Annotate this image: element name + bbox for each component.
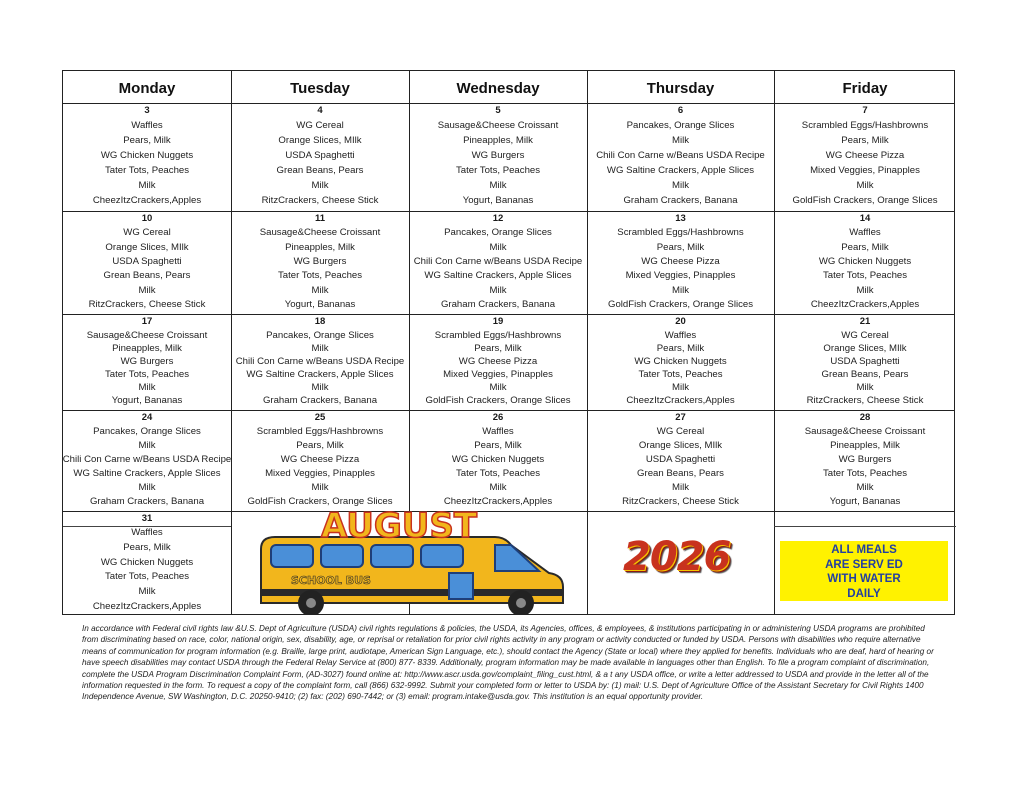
day-header-wednesday: Wednesday — [456, 80, 540, 97]
menu-item: Tater Tots, Peaches — [822, 270, 908, 282]
menu-item: Chili Con Carne w/Beans USDA Recipe — [63, 454, 231, 465]
menu-item: CheezItzCrackers,Apples — [92, 195, 202, 207]
menu-item: Waffles — [482, 426, 514, 437]
day-cell-26 — [409, 411, 587, 511]
menu-item: CheezItzCrackers,Apples — [443, 496, 553, 507]
menu-item: Pancakes, Orange Slices — [93, 426, 201, 437]
year-graphic — [623, 534, 733, 580]
date-number: 5 — [495, 105, 501, 116]
menu-item: GoldFish Crackers, Orange Slices — [792, 195, 938, 207]
menu-item: Pears, Milk — [656, 342, 705, 354]
menu-item: Chili Con Carne w/Beans USDA Recipe — [596, 149, 765, 161]
menu-item: CheezItzCrackers,Apples — [626, 395, 735, 407]
menu-item: Tater Tots, Peaches — [104, 165, 190, 177]
menu-item: WG Cheese Pizza — [280, 454, 360, 465]
menu-item: Milk — [671, 284, 690, 296]
menu-item: WG Chicken Nuggets — [100, 556, 194, 568]
menu-item: GoldFish Crackers, Orange Slices — [425, 395, 571, 407]
notice-line: DAILY — [847, 587, 881, 600]
menu-item: GoldFish Crackers, Orange Slices — [247, 496, 393, 507]
date-number: 6 — [677, 105, 684, 116]
day-cell-13 — [587, 212, 774, 314]
menu-item: WG Cereal — [296, 119, 344, 131]
menu-item: RitzCrackers, Cheese Stick — [261, 195, 379, 207]
day-header-monday: Monday — [118, 80, 176, 97]
menu-item: Milk — [311, 482, 329, 493]
menu-item: WG Burgers — [838, 454, 892, 465]
date-number: 13 — [675, 213, 686, 224]
menu-item: USDA Spaghetti — [645, 454, 716, 465]
nondiscrimination-statement: In accordance with Federal civil rights law &U.S. Dept of Agriculture (USDA) civil rights regulations & policies, the USDA, its Agencies, offices, & employees, & institutions participating in or administering USDA programs are prohibited from discriminating based on race, color, national origin, sex, disability, age, or reprisal or retaliation for prior civil rights activity in any program or activity conducted or funded by USDA. Persons with disabilities who require alternative means of communication for program information (e.g. Braille, large print, audiotape, American Sign Language, etc.), should contact the Agency (State or local) where they applied for benefits. Individuals who are deaf, hard of hearing or have speech disabilities may contact USDA through the Federal Relay Service at (800) 877- 8339. Additionally, program information may be made available in languages other than English. To file a program complaint of discrimination, complete the USDA Program Discrimination Complaint Form, (AD-3027) found online at: http://www.ascr.usda.gov/complaint_filing_cust.html, & a t any USDA office, or write a letter addressed to USDA and provide in the letter all of the information requested in the form. To request a copy of the complaint form, call (866) 632-9992. Submit your completed form or letter to USDA by: (1) mail: U.S. Dept of Agriculture Office of the Assistant Secretary for Civil Rights 1400 Independence Avenue, SW Washington, D.C. 20250-9410; (2) fax: (202) 690-7442; or (3) email: program.intake@usda.gov. This institution is an equal opportunity provider. — [82, 624, 934, 702]
date-number: 10 — [141, 213, 153, 224]
menu-item: Milk — [856, 482, 874, 493]
menu-item: Mixed Veggies, Pinapples — [443, 369, 553, 381]
menu-item: Grean Beans, Pears — [821, 369, 909, 381]
menu-item: Orange Slices, MIlk — [823, 342, 907, 354]
menu-item: Milk — [311, 382, 329, 394]
menu-item: Scrambled Eggs/Hashbrowns — [617, 227, 744, 239]
menu-item: Pears, Milk — [474, 440, 522, 451]
day-header-tuesday: Tuesday — [290, 80, 350, 97]
day-cell-7 — [774, 104, 956, 211]
date-number: 12 — [492, 213, 504, 224]
menu-item: Pancakes, Orange Slices — [266, 329, 374, 341]
menu-item: WG Cereal — [656, 426, 705, 437]
menu-item: Milk — [138, 284, 156, 296]
menu-item: Milk — [138, 382, 156, 394]
bus-label: SCHOOL BUS — [291, 574, 371, 587]
date-number: 19 — [492, 316, 504, 327]
menu-item: Milk — [138, 440, 156, 451]
day-cell-18 — [231, 315, 409, 410]
date-number: 7 — [862, 105, 868, 116]
day-cell-25 — [231, 411, 409, 511]
menu-item: Waffles — [849, 227, 881, 239]
menu-item: Sausage&Cheese Croissant — [86, 329, 208, 341]
menu-item: Milk — [311, 180, 329, 192]
date-number: 26 — [492, 412, 504, 423]
menu-item: USDA Spaghetti — [285, 149, 355, 161]
menu-item: Graham Crackers, Banana — [440, 298, 556, 310]
school-bus-graphic — [249, 511, 594, 615]
menu-item: Tater Tots, Peaches — [638, 369, 723, 381]
menu-item: Milk — [856, 284, 874, 296]
day-cell-19 — [409, 315, 587, 410]
day-cell-21 — [774, 315, 956, 410]
day-header-friday: Friday — [842, 80, 888, 97]
notice-line: ARE SERV ED — [825, 558, 903, 571]
menu-item: Yogurt, Bananas — [462, 195, 534, 207]
menu-item: Orange Slices, MIlk — [638, 440, 723, 451]
menu-item: Milk — [489, 180, 507, 192]
menu-item: Chili Con Carne w/Beans USDA Recipe — [413, 255, 583, 267]
menu-item: WG Burgers — [293, 255, 347, 267]
day-cell-6 — [587, 104, 774, 211]
menu-item: Mixed Veggies, Pinapples — [625, 270, 736, 282]
menu-item: WG Cheese Pizza — [458, 355, 538, 367]
day-cell-4 — [231, 104, 409, 211]
day-cell-10 — [63, 212, 231, 314]
day-header-thursday: Thursday — [646, 80, 715, 97]
date-number: 21 — [859, 316, 871, 327]
menu-item: Pancakes, Orange Slices — [444, 227, 552, 239]
date-number: 20 — [675, 316, 686, 327]
menu-item: Milk — [138, 180, 156, 192]
menu-item: Pancakes, Orange Slices — [626, 119, 735, 131]
water-notice — [780, 541, 948, 601]
menu-item: Tater Tots, Peaches — [455, 468, 541, 479]
notice-line: ALL MEALS — [831, 544, 897, 556]
menu-item: Scrambled Eggs/Hashbrowns — [434, 329, 562, 341]
menu-item: Pears, Milk — [123, 542, 171, 553]
day-cell-11 — [231, 212, 409, 314]
menu-calendar — [62, 70, 955, 615]
menu-item: WG Chicken Nuggets — [100, 149, 194, 161]
menu-item: Milk — [856, 180, 874, 192]
menu-item: CheezItzCrackers,Apples — [92, 600, 202, 612]
menu-item: Graham Crackers, Banana — [89, 496, 205, 507]
date-number: 28 — [859, 412, 871, 423]
menu-item: RitzCrackers, Cheese Stick — [622, 496, 739, 507]
menu-item: Milk — [311, 284, 329, 296]
menu-item: Scrambled Eggs/Hashbrowns — [256, 426, 384, 437]
menu-item: WG Burgers — [120, 355, 174, 367]
month-title: AUGUST — [320, 511, 478, 546]
notice-line: WITH WATER — [827, 573, 901, 585]
date-number: 11 — [314, 213, 326, 224]
menu-item: Milk — [489, 382, 507, 394]
menu-item: WG Saltine Crackers, Apple Slices — [424, 270, 572, 282]
menu-item: Tater Tots, Peaches — [104, 369, 190, 381]
menu-item: Milk — [489, 284, 507, 296]
menu-item: Pears, Milk — [296, 440, 344, 451]
menu-item: Yogurt, Bananas — [829, 496, 901, 507]
day-cell-20 — [587, 315, 774, 410]
day-cell-5 — [409, 104, 587, 211]
date-number: 3 — [144, 105, 150, 116]
day-cell-28 — [774, 411, 956, 511]
menu-item: WG Saltine Crackers, Apple Slices — [606, 165, 755, 177]
menu-item: WG Chicken Nuggets — [451, 454, 545, 465]
menu-item: RitzCrackers, Cheese Stick — [88, 298, 206, 310]
date-number: 17 — [141, 316, 153, 327]
menu-item: Sausage&Cheese Croissant — [804, 426, 926, 437]
menu-item: WG Chicken Nuggets — [634, 355, 727, 367]
menu-item: Milk — [671, 134, 690, 146]
menu-item: Sausage&Cheese Croissant — [259, 227, 381, 239]
menu-item: Tater Tots, Peaches — [277, 270, 363, 282]
menu-item: Waffles — [131, 527, 163, 539]
date-number: 24 — [141, 412, 153, 423]
menu-item: Pears, Milk — [841, 241, 889, 253]
menu-item: Pears, Milk — [123, 134, 171, 146]
menu-item: WG Cheese Pizza — [825, 149, 905, 161]
menu-item: USDA Spaghetti — [830, 355, 900, 367]
menu-item: WG Saltine Crackers, Apple Slices — [73, 468, 221, 479]
date-number: 4 — [317, 105, 323, 116]
menu-item: Milk — [856, 382, 874, 394]
menu-item: Mixed Veggies, Pinapples — [265, 468, 375, 479]
menu-item: Tater Tots, Peaches — [822, 468, 908, 479]
menu-item: Tater Tots, Peaches — [104, 571, 190, 583]
day-cell-24 — [63, 411, 231, 511]
date-number: 14 — [859, 213, 871, 224]
date-number: 18 — [314, 316, 326, 327]
menu-item: Grean Beans, Pears — [637, 468, 724, 479]
menu-item: WG Saltine Crackers, Apple Slices — [246, 369, 394, 381]
menu-item: Milk — [489, 482, 507, 493]
menu-item: Milk — [138, 482, 156, 493]
menu-item: Waffles — [131, 119, 163, 131]
day-cell-17 — [63, 315, 231, 410]
menu-item: Graham Crackers, Banana — [262, 395, 378, 407]
menu-item: WG Cheese Pizza — [641, 255, 720, 267]
menu-item: Milk — [671, 482, 690, 493]
menu-item: WG Burgers — [471, 149, 525, 161]
menu-item: Pineapples, Milk — [285, 241, 355, 253]
menu-item: Milk — [671, 382, 690, 394]
menu-item: Tater Tots, Peaches — [455, 165, 541, 177]
menu-item: WG Cereal — [841, 329, 889, 341]
school-bus-icon — [249, 511, 594, 615]
menu-item: Graham Crackers, Banana — [623, 195, 738, 207]
menu-item: USDA Spaghetti — [112, 255, 182, 267]
menu-item: Scrambled Eggs/Hashbrowns — [801, 119, 929, 131]
day-cell-12 — [409, 212, 587, 314]
day-cell-3 — [63, 104, 231, 211]
menu-item: Milk — [138, 586, 156, 597]
menu-item: GoldFish Crackers, Orange Slices — [607, 298, 754, 310]
menu-item: Pineapples, Milk — [463, 134, 533, 146]
menu-item: Pineapples, Milk — [830, 440, 900, 451]
menu-item: Pears, Milk — [474, 342, 522, 354]
menu-item: Milk — [671, 180, 690, 192]
menu-item: Grean Beans, Pears — [276, 165, 364, 177]
date-number: 31 — [141, 513, 153, 524]
date-underline — [774, 526, 956, 527]
menu-item: Pears, Milk — [841, 134, 889, 146]
menu-item: Pineapples, Milk — [112, 342, 182, 354]
menu-item: Sausage&Cheese Croissant — [437, 119, 559, 131]
menu-item: Orange Slices, MIlk — [105, 241, 189, 253]
day-cell-27 — [587, 411, 774, 511]
menu-item: Orange Slices, MIlk — [278, 134, 362, 146]
menu-item: WG Cereal — [123, 227, 171, 239]
menu-item: Milk — [311, 342, 329, 354]
menu-item: CheezItzCrackers,Apples — [810, 298, 920, 310]
menu-item: RitzCrackers, Cheese Stick — [806, 395, 924, 407]
date-number: 27 — [675, 412, 686, 423]
date-number: 25 — [314, 412, 326, 423]
day-cell-31 — [63, 512, 231, 616]
menu-item: Waffles — [664, 329, 697, 341]
menu-item: WG Chicken Nuggets — [818, 255, 912, 267]
menu-item: Mixed Veggies, Pinapples — [810, 165, 920, 177]
menu-item: Milk — [489, 241, 507, 253]
menu-item: Pears, Milk — [656, 241, 705, 253]
menu-item: Grean Beans, Pears — [103, 270, 191, 282]
menu-item: Chili Con Carne w/Beans USDA Recipe — [235, 355, 405, 367]
menu-item: Yogurt, Bananas — [111, 395, 183, 407]
menu-item: Yogurt, Bananas — [284, 298, 356, 310]
day-cell-14 — [774, 212, 956, 314]
year-text: 2026 — [623, 534, 731, 580]
